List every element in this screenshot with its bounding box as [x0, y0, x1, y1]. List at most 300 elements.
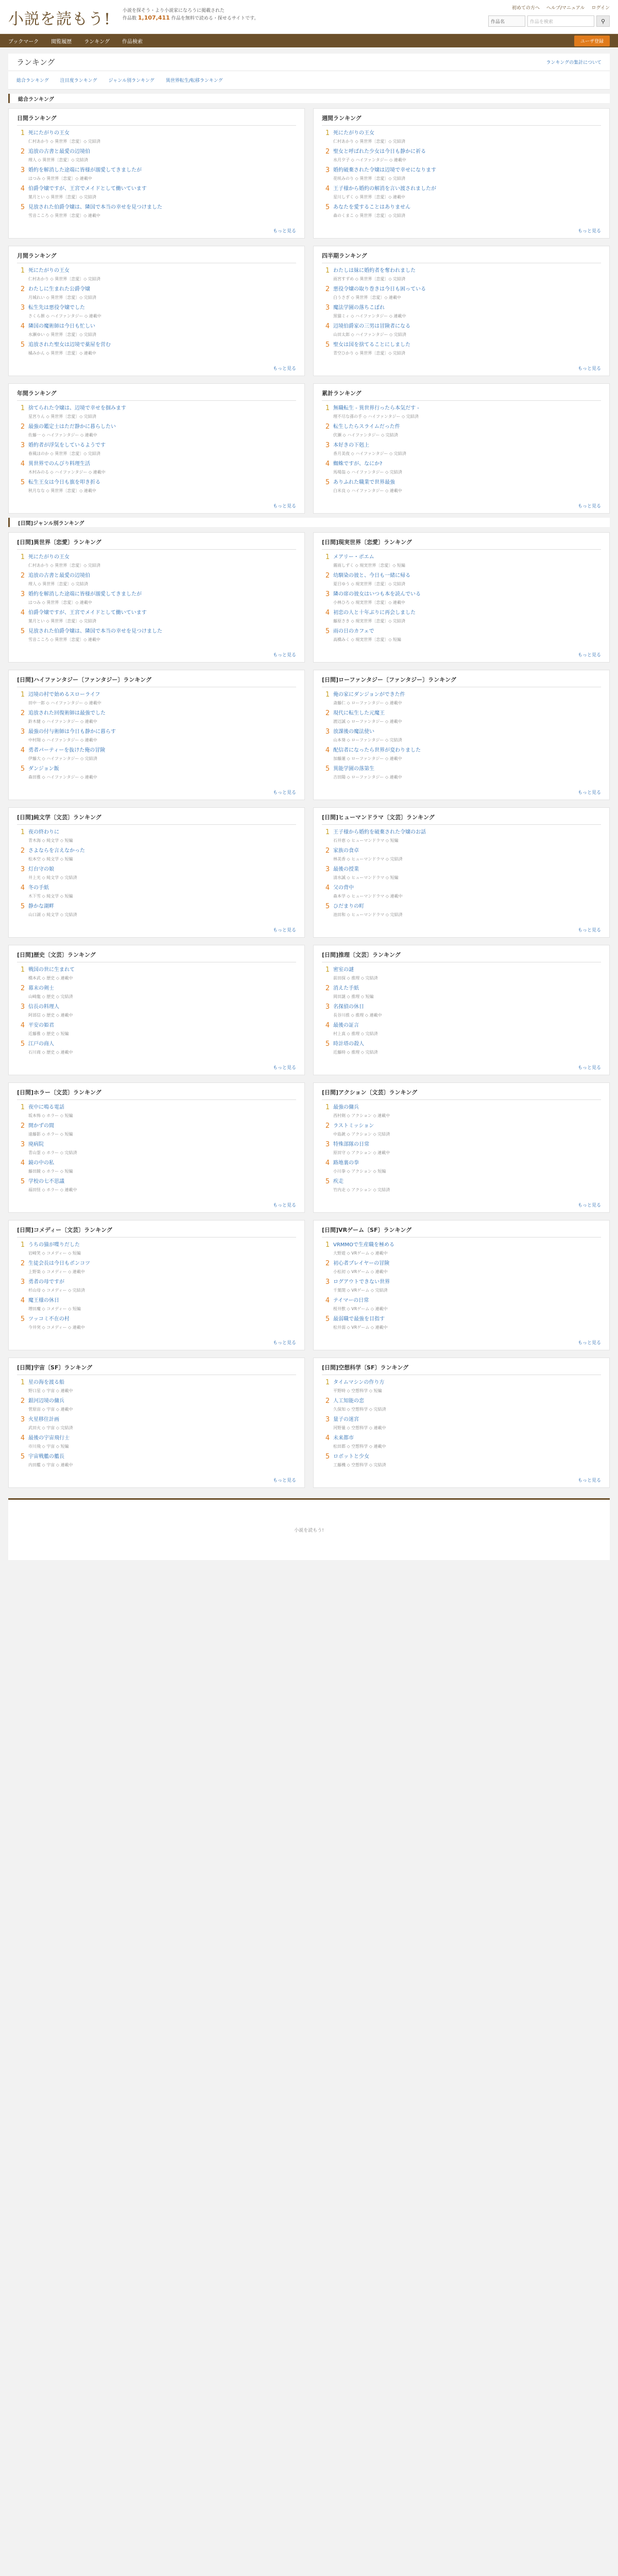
- novel-title-link[interactable]: 星の海を渡る船: [28, 1380, 64, 1385]
- novel-title-link[interactable]: 追放された聖女は辺境で薬屋を営む: [28, 342, 111, 348]
- novel-title-link[interactable]: 最後の証言: [333, 1023, 359, 1028]
- novel-title-link[interactable]: 未来都市: [333, 1435, 354, 1441]
- rank-number: 5: [20, 1178, 25, 1185]
- novel-title-link[interactable]: 悪役令嬢の取り巻きは今日も困っている: [333, 286, 426, 292]
- ranking-item: [322, 1379, 601, 1394]
- novel-title-link[interactable]: タイムマシンの作り方: [333, 1380, 385, 1385]
- rank-number: 5: [325, 1178, 330, 1185]
- rank-number: 4: [325, 1297, 330, 1304]
- ranking-item: [17, 185, 296, 200]
- novel-meta: 大野遊 ◇ VRゲーム ◇ 連載中: [333, 1251, 388, 1256]
- more-link[interactable]: もっと見る: [272, 366, 296, 371]
- novel-meta: 青空ひかり ◇ 異世界〔恋愛〕◇ 完結済: [333, 351, 405, 355]
- more-link[interactable]: もっと見る: [272, 229, 296, 234]
- novel-meta: 山崎龍 ◇ 歴史 ◇ 完結済: [28, 994, 73, 999]
- novel-title-link[interactable]: 死にたがりの王女: [28, 554, 70, 560]
- novel-title-link[interactable]: 夜の終わりに: [28, 829, 59, 835]
- novel-title-link[interactable]: 婚約を解消した途端に皆様が溺愛してきましたが: [28, 591, 142, 597]
- rank-number: 2: [325, 1397, 330, 1405]
- ranking-item: [322, 609, 601, 624]
- novel-meta: 佐藤一 ◇ ハイファンタジー ◇ 連載中: [28, 433, 97, 437]
- rank-number: 4: [20, 747, 25, 754]
- rank-number: 4: [325, 323, 330, 330]
- rank-number: 2: [325, 423, 330, 431]
- more-link[interactable]: もっと見る: [272, 1203, 296, 1208]
- ranking-item: [322, 286, 601, 300]
- rank-number: 5: [325, 1453, 330, 1461]
- rank-number: 3: [325, 728, 330, 736]
- rank-number: 2: [325, 985, 330, 992]
- novel-title-link[interactable]: 最後の授業: [333, 867, 359, 872]
- rank-number: 1: [325, 966, 330, 974]
- novel-meta: 清水誠 ◇ ヒューマンドラマ ◇ 短編: [333, 875, 399, 880]
- ranking-item: [322, 1160, 601, 1174]
- novel-title-link[interactable]: 婚約破棄された令嬢は辺境で幸せになります: [333, 167, 436, 173]
- novel-meta: 伏瀬 ◇ ハイファンタジー ◇ 完結済: [333, 433, 398, 437]
- novel-title-link[interactable]: 現代に転生した元魔王: [333, 710, 385, 716]
- novel-meta: 森のくまこ ◇ 異世界〔恋愛〕◇ 完結済: [333, 213, 405, 218]
- novel-meta: 仁村あかり ◇ 異世界〔恋愛〕◇ 完結済: [28, 563, 100, 568]
- tagline-line1: 小説を探そう・より小説家になろうに掲載された: [123, 8, 225, 13]
- site-logo[interactable]: 小説を読もう!: [8, 10, 111, 28]
- novel-title-link[interactable]: 学校の七不思議: [28, 1179, 64, 1184]
- novel-meta: 野口星 ◇ 宇宙 ◇ 連載中: [28, 1388, 73, 1393]
- novel-title-link[interactable]: ラストミッション: [333, 1123, 374, 1129]
- ranking-item: [17, 442, 296, 456]
- novel-meta: 白米良 ◇ ハイファンタジー ◇ 連載中: [333, 488, 402, 493]
- novel-title-link[interactable]: 王子様から婚約の解消を言い渡されましたが: [333, 186, 436, 192]
- ranking-item: [17, 286, 296, 300]
- novel-title-link[interactable]: 見放された伯爵令嬢は、隣国で本当の幸せを見つけました: [28, 205, 162, 210]
- rank-number: 1: [20, 966, 25, 974]
- page-title: ランキング: [16, 58, 55, 67]
- ranking-item: [322, 1104, 601, 1118]
- tab-genre[interactable]: ジャンル別ランキング: [108, 78, 154, 83]
- novel-title-link[interactable]: 隣の席の彼女はいつも本を読んでいる: [333, 591, 421, 597]
- rank-number: 3: [325, 1003, 330, 1011]
- novel-title-link[interactable]: 最強の鑑定士はただ静かに暮らしたい: [28, 424, 116, 430]
- novel-meta: はつみ ◇ 異世界〔恋愛〕◇ 連載中: [28, 600, 92, 605]
- novel-meta: 青木海 ◇ 純文学 ◇ 短編: [28, 838, 73, 843]
- ranking-item: [17, 985, 296, 999]
- ranking-item: [17, 1104, 296, 1118]
- novel-title-link[interactable]: 江戸の商人: [28, 1041, 54, 1047]
- more-link[interactable]: もっと見る: [272, 790, 296, 795]
- novel-title-link[interactable]: 魔王様の休日: [28, 1298, 59, 1303]
- link-beginners[interactable]: 初めての方へ: [511, 6, 540, 11]
- rank-number: 3: [325, 590, 330, 598]
- rank-number: 1: [325, 404, 330, 412]
- novel-title-link[interactable]: 辺境伯爵家の三男は冒険者になる: [333, 324, 410, 329]
- novel-meta: 森田雅 ◇ ハイファンタジー ◇ 連載中: [28, 775, 97, 779]
- novel-title-link[interactable]: 戦国の世に生まれて: [28, 967, 75, 973]
- ranking-card-title: 四半期ランキング: [322, 251, 601, 263]
- ranking-card-title: 累計ランキング: [322, 389, 601, 401]
- tagline-count-label: 作品数: [123, 16, 137, 21]
- ranking-item: [17, 479, 296, 494]
- more-link[interactable]: もっと見る: [577, 229, 601, 234]
- novel-title-link[interactable]: 最後の宇宙飛行士: [28, 1435, 70, 1441]
- more-link[interactable]: もっと見る: [272, 1065, 296, 1071]
- novel-meta: 松井弱 ◇ VRゲーム ◇ 連載中: [333, 1325, 388, 1330]
- novel-title-link[interactable]: 隣国の魔術師は今日も忙しい: [28, 324, 95, 329]
- more-link[interactable]: もっと見る: [272, 504, 296, 509]
- novel-title-link[interactable]: 異世界でのんびり料理生活: [28, 461, 90, 467]
- search-button[interactable]: [596, 15, 610, 27]
- ranking-item: [17, 747, 296, 761]
- novel-meta: 千葉閉 ◇ VRゲーム ◇ 完結済: [333, 1288, 388, 1293]
- rank-number: 4: [325, 1434, 330, 1442]
- ranking-item: [322, 1297, 601, 1312]
- rank-number: 1: [325, 691, 330, 699]
- rank-number: 5: [325, 1315, 330, 1323]
- rank-number: 3: [325, 1416, 330, 1423]
- novel-meta: 藤田鏡 ◇ ホラー ◇ 短編: [28, 1169, 73, 1174]
- ranking-item: [17, 628, 296, 642]
- novel-title-link[interactable]: 追放の古書と最愛の辺境伯: [28, 149, 90, 155]
- novel-title-link[interactable]: 転生王女は今日も旗を叩き折る: [28, 480, 100, 485]
- rank-number: 4: [325, 185, 330, 193]
- novel-title-link[interactable]: 異能学園の落第生: [333, 766, 374, 772]
- rank-number: 4: [325, 1022, 330, 1029]
- rank-number: 3: [20, 304, 25, 312]
- novel-meta: 橋本武 ◇ 歴史 ◇ 連載中: [28, 976, 73, 980]
- ranking-item: [17, 967, 296, 981]
- tab-overall[interactable]: 総合ランキング: [16, 78, 49, 83]
- rank-number: 2: [20, 847, 25, 855]
- ranking-card: [313, 1358, 610, 1488]
- novel-title-link[interactable]: 転生先は悪役令嬢でした: [28, 305, 85, 311]
- more-link[interactable]: もっと見る: [577, 366, 601, 371]
- ranking-card-title: [日間]宇宙〔SF〕ランキング: [17, 1363, 296, 1375]
- novel-title-link[interactable]: 廃病院: [28, 1142, 44, 1147]
- work-count: 1,107,411: [138, 14, 170, 21]
- ranking-item: [322, 572, 601, 587]
- user-register-button[interactable]: ユーザ登録: [574, 36, 610, 46]
- novel-title-link[interactable]: 死にたがりの王女: [28, 130, 70, 136]
- more-link[interactable]: もっと見る: [577, 790, 601, 795]
- section-genre-heading: [日間]ジャンル別ランキング: [8, 518, 610, 527]
- nav-ranking[interactable]: ランキング: [84, 39, 110, 45]
- search-type-select[interactable]: 作品名: [488, 15, 525, 27]
- novel-title-link[interactable]: 父の背中: [333, 885, 354, 891]
- novel-title-link[interactable]: 追放の古書と最愛の辺境伯: [28, 573, 90, 579]
- novel-title-link[interactable]: さよならを言えなかった: [28, 848, 85, 854]
- novel-title-link[interactable]: 追放された回復術師は最強でした: [28, 710, 106, 716]
- rank-number: 3: [20, 1416, 25, 1423]
- ranking-item: [322, 1453, 601, 1468]
- novel-title-link[interactable]: 静かな湖畔: [28, 904, 54, 909]
- novel-title-link[interactable]: 路地裏の拳: [333, 1160, 359, 1166]
- novel-meta: 武田火 ◇ 宇宙 ◇ 完結済: [28, 1426, 73, 1430]
- rank-number: 3: [20, 1278, 25, 1286]
- novel-title-link[interactable]: 銀河辺境の傭兵: [28, 1398, 64, 1404]
- novel-title-link[interactable]: 勇者の母ですが: [28, 1279, 64, 1285]
- novel-meta: 長谷川推 ◇ 推理 ◇ 連載中: [333, 1013, 382, 1018]
- ranking-item: [17, 461, 296, 475]
- novel-meta: 小川拳 ◇ アクション ◇ 短編: [333, 1169, 386, 1174]
- rank-number: 5: [325, 1040, 330, 1048]
- rank-number: 4: [325, 747, 330, 754]
- novel-meta: 星宮りん ◇ 異世界〔恋愛〕◇ 完結済: [28, 414, 96, 419]
- novel-title-link[interactable]: 辺境の村で始めるスローライフ: [28, 692, 100, 698]
- ranking-item: [322, 148, 601, 163]
- ranking-item: [17, 267, 296, 282]
- ranking-item: [322, 728, 601, 743]
- novel-title-link[interactable]: 転生したらスライムだった件: [333, 424, 400, 430]
- novel-title-link[interactable]: 初恋の人と十年ぶりに再会しました: [333, 610, 416, 616]
- more-link[interactable]: もっと見る: [272, 653, 296, 658]
- novel-title-link[interactable]: 火星移住計画: [28, 1417, 59, 1422]
- ranking-card-title: 日間ランキング: [17, 114, 296, 126]
- ranking-item: [17, 130, 296, 144]
- novel-meta: 斎藤仁 ◇ ローファンタジー ◇ 連載中: [333, 701, 402, 705]
- more-link[interactable]: もっと見る: [272, 1478, 296, 1483]
- novel-title-link[interactable]: ありふれた職業で世界最強: [333, 480, 395, 485]
- novel-title-link[interactable]: VRMMOで生産職を極める: [333, 1242, 394, 1248]
- more-link[interactable]: もっと見る: [577, 653, 601, 658]
- rank-number: 2: [325, 1122, 330, 1130]
- link-help[interactable]: ヘルプ/マニュアル: [546, 6, 585, 11]
- novel-title-link[interactable]: ロボットと少女: [333, 1454, 369, 1460]
- novel-title-link[interactable]: 最強の傭兵: [333, 1105, 359, 1110]
- novel-meta: 石井恵 ◇ ヒューマンドラマ ◇ 短編: [333, 838, 399, 843]
- novel-meta: 理不尽な孫の手 ◇ ハイファンタジー ◇ 完結済: [333, 414, 419, 419]
- rank-number: 4: [325, 884, 330, 892]
- site-header: [0, 0, 618, 34]
- section-overall-heading: 総合ランキング: [8, 94, 610, 103]
- novel-title-link[interactable]: 魔法学園の落ちこぼれ: [333, 305, 385, 311]
- rank-number: 5: [325, 628, 330, 635]
- novel-title-link[interactable]: ツッコミ不在の村: [28, 1316, 70, 1322]
- rank-number: 5: [20, 1315, 25, 1323]
- genre-ranking-grid: [8, 532, 610, 1488]
- ranking-item: [17, 1453, 296, 1468]
- novel-title-link[interactable]: 時計塔の殺人: [333, 1041, 364, 1047]
- novel-meta: 杉山母 ◇ コメディー ◇ 完結済: [28, 1288, 85, 1293]
- novel-title-link[interactable]: テイマーの日常: [333, 1298, 369, 1303]
- rank-number: 4: [20, 460, 25, 468]
- novel-meta: 工藤機 ◇ 空想科学 ◇ 完結済: [333, 1463, 386, 1467]
- more-link[interactable]: もっと見る: [272, 1341, 296, 1346]
- ranking-card-title: [日間]コメディー〔文芸〕ランキング: [17, 1226, 296, 1238]
- novel-title-link[interactable]: 宇宙戦艦の艦長: [28, 1454, 64, 1460]
- ranking-card: [8, 670, 305, 800]
- novel-title-link[interactable]: 幼馴染の彼と、今日も一緒に帰る: [333, 573, 410, 579]
- novel-title-link[interactable]: メアリー・ポエム: [333, 554, 374, 560]
- novel-title-link[interactable]: あなたを愛することはありません: [333, 205, 410, 210]
- more-link[interactable]: もっと見る: [272, 928, 296, 933]
- novel-title-link[interactable]: 生徒会長は今日もポンコツ: [28, 1261, 90, 1266]
- ranking-item: [17, 405, 296, 419]
- novel-title-link[interactable]: うちの猫が喋りだした: [28, 1242, 80, 1248]
- novel-meta: 月城れい ◇ 異世界〔恋愛〕◇ 完結済: [28, 295, 96, 300]
- rank-number: 2: [20, 709, 25, 717]
- rank-number: 3: [325, 166, 330, 174]
- ranking-card-title: [日間]空想科学〔SF〕ランキング: [322, 1363, 601, 1375]
- ranking-item: [322, 591, 601, 605]
- novel-title-link[interactable]: 消えた手紙: [333, 986, 359, 991]
- rank-number: 4: [20, 884, 25, 892]
- novel-meta: 近藤雅 ◇ 歴史 ◇ 短編: [28, 1031, 69, 1036]
- novel-title-link[interactable]: 伯爵令嬢ですが、王宮でメイドとして働いています: [28, 610, 147, 616]
- ranking-item: [17, 1123, 296, 1137]
- novel-title-link[interactable]: ひだまりの町: [333, 904, 364, 909]
- more-link[interactable]: もっと見る: [577, 504, 601, 509]
- tab-isekai[interactable]: 異世界転生/転移ランキング: [165, 78, 223, 83]
- rank-number: 3: [20, 442, 25, 449]
- link-login[interactable]: ログイン: [591, 6, 610, 11]
- rank-number: 5: [325, 903, 330, 910]
- novel-meta: 葉月とい ◇ 異世界〔恋愛〕◇ 完結済: [28, 195, 96, 199]
- novel-meta: 雪音こころ ◇ 異世界〔恋愛〕◇ 連載中: [28, 637, 100, 642]
- novel-title-link[interactable]: 俺の家にダンジョンができた件: [333, 692, 405, 698]
- ranking-item: [17, 1260, 296, 1275]
- rank-number: 5: [20, 765, 25, 773]
- novel-title-link[interactable]: 初心者プレイヤーの冒険: [333, 1261, 390, 1266]
- novel-title-link[interactable]: 信長の料理人: [28, 1004, 59, 1010]
- rank-number: 1: [20, 1104, 25, 1111]
- novel-meta: 葉月とい ◇ 異世界〔恋愛〕◇ 完結済: [28, 619, 96, 623]
- novel-title-link[interactable]: 名探偵の休日: [333, 1004, 364, 1010]
- novel-title-link[interactable]: 雨の日のカフェで: [333, 629, 374, 634]
- novel-title-link[interactable]: 疾走: [333, 1179, 344, 1184]
- nav-bookmark[interactable]: ブックマーク: [8, 39, 39, 45]
- ranking-item: [17, 1160, 296, 1174]
- rank-number: 2: [325, 709, 330, 717]
- novel-meta: 鈴木健 ◇ ハイファンタジー ◇ 連載中: [28, 719, 97, 724]
- novel-title-link[interactable]: 勇者パーティーを抜けた俺の冒険: [28, 748, 106, 753]
- ranking-card-title: [日間]純文学〔文芸〕ランキング: [17, 813, 296, 825]
- site-footer: 小説を読もう!: [8, 1498, 610, 1560]
- ranking-item: [322, 766, 601, 780]
- novel-title-link[interactable]: 見放された伯爵令嬢は、隣国で本当の幸せを見つけました: [28, 629, 162, 634]
- novel-title-link[interactable]: 最強の付与術師は今日も静かに暮らす: [28, 729, 116, 735]
- novel-title-link[interactable]: 灯台守の娘: [28, 867, 54, 872]
- novel-title-link[interactable]: 婚約者が浮気をしているようです: [28, 443, 106, 448]
- ranking-item: [322, 885, 601, 899]
- rank-number: 3: [325, 866, 330, 873]
- tagline-line3: 作品を無料で読める・探せるサイトです。: [171, 16, 259, 21]
- novel-meta: 花咲みのり ◇ 異世界〔恋愛〕◇ 完結済: [333, 176, 405, 181]
- novel-meta: 橘みかん ◇ 異世界〔恋愛〕◇ 連載中: [28, 351, 96, 355]
- ranking-item: [17, 728, 296, 743]
- novel-title-link[interactable]: 蜘蛛ですが、なにか?: [333, 461, 383, 467]
- ranking-item: [17, 691, 296, 706]
- novel-title-link[interactable]: 夜中に鳴る電話: [28, 1105, 64, 1110]
- ranking-item: [322, 1260, 601, 1275]
- novel-meta: 仁村あかり ◇ 異世界〔恋愛〕◇ 完結済: [333, 139, 405, 144]
- novel-title-link[interactable]: 配信者になったら世界が変わりました: [333, 748, 421, 753]
- tab-attention[interactable]: 注目度ランキング: [60, 78, 97, 83]
- ranking-card: [313, 1220, 610, 1350]
- more-link[interactable]: もっと見る: [577, 1065, 601, 1071]
- ranking-card-title: [日間]現実世界〔恋愛〕ランキング: [322, 538, 601, 550]
- novel-meta: 菅原宙 ◇ 宇宙 ◇ 連載中: [28, 1407, 73, 1412]
- ranking-item: [17, 342, 296, 356]
- rank-number: 2: [325, 148, 330, 156]
- ranking-item: [322, 866, 601, 880]
- novel-title-link[interactable]: 開かずの間: [28, 1123, 54, 1129]
- novel-title-link[interactable]: 冬の手紙: [28, 885, 49, 891]
- search-icon: ⚲: [600, 18, 606, 25]
- ranking-item: [17, 1297, 296, 1312]
- novel-title-link[interactable]: 家族の食卓: [333, 848, 359, 854]
- novel-title-link[interactable]: わたしに生まれた公爵令嬢: [28, 286, 90, 292]
- search-bar: [488, 15, 610, 27]
- nav-search[interactable]: 作品検索: [122, 39, 143, 45]
- nav-history[interactable]: 閲覧履歴: [51, 39, 72, 45]
- novel-title-link[interactable]: わたしは妹に婚約者を奪われました: [333, 268, 416, 274]
- more-link[interactable]: もっと見る: [577, 1478, 601, 1483]
- novel-title-link[interactable]: 密室の謎: [333, 967, 354, 973]
- novel-meta: 水月夕子 ◇ ハイファンタジー ◇ 連載中: [333, 158, 406, 162]
- novel-title-link[interactable]: 捨てられた令嬢は、辺境で幸せを掴みます: [28, 405, 126, 411]
- search-input[interactable]: 作品を検索: [527, 15, 594, 27]
- novel-title-link[interactable]: 死にたがりの王女: [28, 268, 70, 274]
- novel-title-link[interactable]: 平安の姫君: [28, 1023, 54, 1028]
- more-link[interactable]: もっと見る: [577, 1203, 601, 1208]
- novel-title-link[interactable]: 幕末の剣士: [28, 986, 54, 991]
- novel-meta: 原田守 ◇ アクション ◇ 連載中: [333, 1150, 390, 1155]
- ranking-item: [322, 1123, 601, 1137]
- ranking-card-title: 年間ランキング: [17, 389, 296, 401]
- ranking-item: [322, 829, 601, 843]
- ranking-item: [17, 204, 296, 218]
- novel-title-link[interactable]: 本好きの下剋上: [333, 443, 369, 448]
- more-link[interactable]: もっと見る: [577, 1341, 601, 1346]
- novel-title-link[interactable]: 特殊部隊の日常: [333, 1142, 369, 1147]
- ranking-item: [17, 903, 296, 918]
- novel-title-link[interactable]: 王子様から婚約を破棄された令嬢のお話: [333, 829, 426, 835]
- novel-title-link[interactable]: 婚約を解消した途端に皆様が溺愛してきましたが: [28, 167, 142, 173]
- ranking-item: [17, 1022, 296, 1037]
- novel-title-link[interactable]: 鏡の中の私: [28, 1160, 54, 1166]
- novel-meta: 秋月なな ◇ 異世界〔恋愛〕◇ 連載中: [28, 488, 96, 493]
- rank-number: 2: [325, 847, 330, 855]
- rank-number: 2: [325, 1260, 330, 1267]
- more-link[interactable]: もっと見る: [577, 928, 601, 933]
- novel-title-link[interactable]: 最弱職で最強を目指す: [333, 1316, 385, 1322]
- novel-meta: 井上光 ◇ 純文学 ◇ 完結済: [28, 875, 77, 880]
- novel-title-link[interactable]: 量子の迷宮: [333, 1417, 359, 1422]
- ranking-item: [322, 479, 601, 494]
- ranking-item: [322, 848, 601, 862]
- novel-title-link[interactable]: ダンジョン飯: [28, 766, 59, 772]
- novel-title-link[interactable]: 放課後の魔法使い: [333, 729, 374, 735]
- ranking-card-title: [日間]ヒューマンドラマ〔文芸〕ランキング: [322, 813, 601, 825]
- novel-title-link[interactable]: 聖女と呼ばれた少女は今日も静かに祈る: [333, 149, 426, 155]
- rank-number: 5: [20, 204, 25, 211]
- ranking-card-title: [日間]ホラー〔文芸〕ランキング: [17, 1088, 296, 1100]
- novel-meta: 中島銃 ◇ アクション ◇ 完結済: [333, 1132, 390, 1137]
- novel-title-link[interactable]: 聖女は国を捨てることにしました: [333, 342, 410, 348]
- novel-title-link[interactable]: 死にたがりの王女: [333, 130, 374, 136]
- about-ranking-link[interactable]: ランキングの集計について: [546, 60, 602, 65]
- novel-title-link[interactable]: 人工知能の恋: [333, 1398, 364, 1404]
- ranking-item: [322, 1242, 601, 1256]
- ranking-item: [17, 609, 296, 624]
- ranking-item: [322, 691, 601, 706]
- novel-title-link[interactable]: 無職転生 - 異世界行ったら本気だす -: [333, 405, 419, 411]
- novel-title-link[interactable]: 伯爵令嬢ですが、王宮でメイドとして働いています: [28, 186, 147, 192]
- rank-number: 5: [325, 341, 330, 349]
- ranking-item: [17, 572, 296, 587]
- rank-number: 1: [20, 553, 25, 561]
- ranking-card: [313, 1082, 610, 1213]
- novel-meta: はつみ ◇ 異世界〔恋愛〕◇ 連載中: [28, 176, 92, 181]
- novel-title-link[interactable]: ログアウトできない世界: [333, 1279, 390, 1285]
